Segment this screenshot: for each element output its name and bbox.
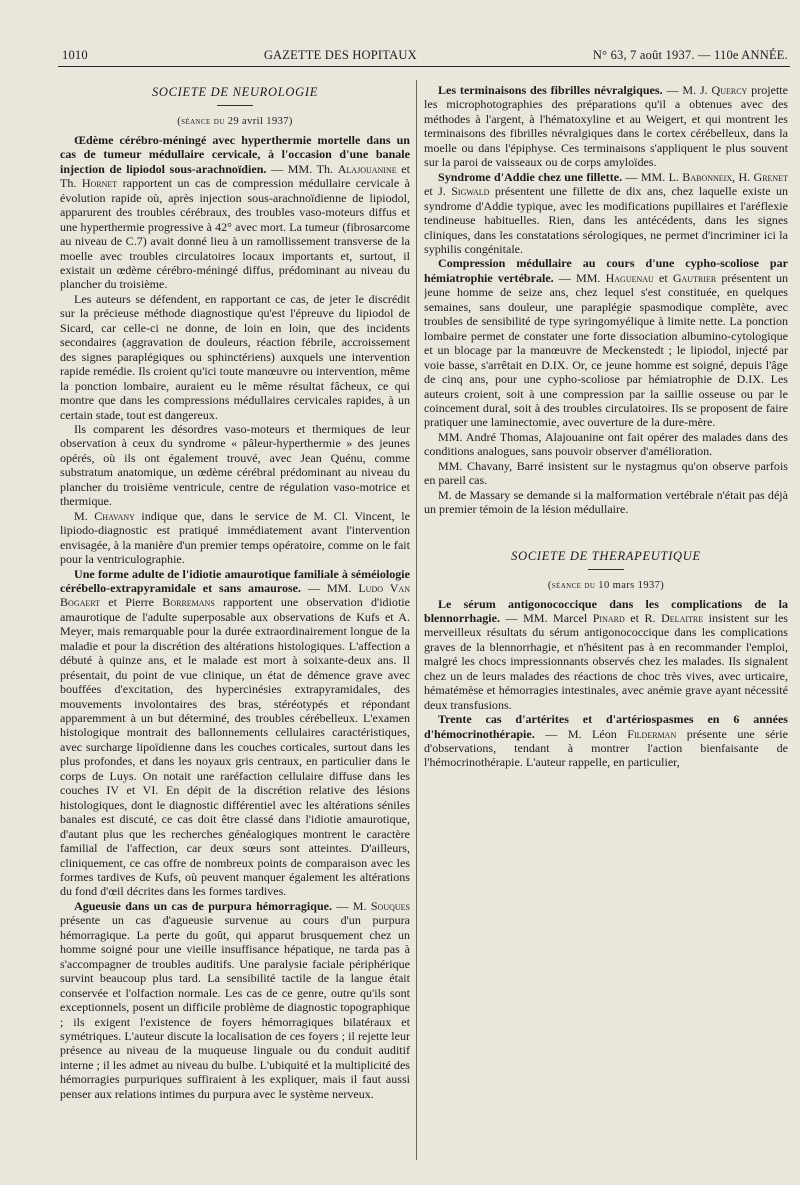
session-date: (séance du 10 mars 1937) — [547, 580, 665, 592]
section-rule — [588, 569, 624, 570]
section-title-neurologie: SOCIETE DE NEUROLOGIE — [151, 85, 319, 99]
author-name: Pinard — [592, 610, 625, 625]
right-column — [424, 83, 788, 1163]
session-date: (séance du 29 avril 1937) — [177, 116, 293, 128]
header-rule — [58, 66, 790, 67]
journal-name: GAZETTE DES HOPITAUX — [263, 48, 417, 62]
paragraph: MM. André Thomas, Alajouanine ont fait opérer des malades dans des conditions analogues, sans pouvoir observer d'amélioration. — [424, 429, 788, 459]
article-title: Le sérum antigonococcique dans les complications de la blennorrhagie. — [424, 596, 788, 625]
author-name: Alajouanine — [337, 161, 397, 176]
author-name: Sigwald — [451, 184, 490, 199]
author-name: Ludo Van Bogaert — [60, 580, 410, 610]
article-fibrilles: Les terminaisons des fibrilles névralgiques. — M. J. Quercy projette les microphotographies des préparations qu'il a obtenues avec des méthodes à l'argent, à l'hématoxyline et au Weigert, et qui montrent les terminaisons des fibrilles névralgiques dans le cortex cérébelleux, dans la moelle ou dans l'épiphyse. Ces terminaisons s'appliquent le plus souvent sur la paroi de vaisseaux ou de corps amyloïdes. — [424, 83, 788, 170]
article-oedeme: Œdème cérébro-méningé avec hyperthermie mortelle dans un cas de tumeur médullaire cervicale, à l'occasion d'une banale injection de lipiodol sous-arachnoïdien. — MM. Th. Alajouanine et Th. Hornet rapportent un cas de compression médullaire cervicale à évolution rapide où, après injection sous-arachnoïdienne de lipiodol, apparurent des troubles cérébraux, des troubles vaso-moteurs diffus et une hyperthermie progressive à 42° avec mort. La tumeur (fibrosarcome au niveau de C.7) avait donné lieu à un ramollissement transverse de la moelle avec troubles circulatoires locaux importants et, surtout, il existait un œdème cérébro-méningé diffus, prédominant au niveau du plancher du troisième. — [60, 132, 410, 292]
author-name: Quercy — [711, 83, 748, 97]
left-column — [60, 83, 410, 1163]
article-addie: Syndrome d'Addie chez une fillette. — MM. L. Babonneix, H. Grenet et J. Sigwald présentent une fillette de dix ans, chez laquelle existe un syndrome d'Addie typique, avec les modifications pupillaires et l'aréflexie tendineuse habituelles. Rien, dans les antécédents, dans les signes cliniques, dans les constatations sérologiques, ne permet d'incriminer ici la syphilis congénitale. — [424, 169, 788, 256]
author-name: Gautrier — [672, 270, 717, 285]
article-title: Trente cas d'artérites et d'artériospasmes en 6 années d'hémocrinothérapie. — [424, 712, 788, 741]
author-name: Filderman — [627, 726, 677, 741]
paragraph: Ils comparent les désordres vaso-moteurs et thermiques de leur observation à ceux du syndrome « pâleur-hyperthermie » des jeunes opérés, où ils ont également trouvé, avec Jean Quénu, comme substratum anatomique, un œdème cérébral prédominant au niveau du plancher du troisième ventricule, centre de régulation vaso-motrice et thermique. — [60, 421, 410, 509]
author-name: Hornet — [81, 176, 118, 191]
section-spacer — [424, 517, 788, 547]
paragraph: M. Chavany indique que, dans le service de M. Cl. Vincent, le lipiodo-diagnostic est pratiqué immédiatement avant l'intervention envisagée, à la manière d'un premier temps opératoire, comme on le fait pour la ventriculographie. — [60, 508, 410, 567]
running-header — [62, 48, 788, 63]
page-number: 1010 — [62, 48, 88, 62]
author-name: Babonneix — [682, 169, 733, 184]
column-separator — [416, 80, 417, 1160]
article-agueusie: Agueusie dans un cas de purpura hémorragique. — M. Souques présente un cas d'agueusie survenue au cours d'un purpura hémorragique. La perte du goût, qui apparut brusquement chez un homme soigné pour une vieille insuffisance hépatique, ne tarda pas à s'accompagner de troubles auditifs. Une paralysie faciale périphérique survint beaucoup plus tard. La sensibilité tactile de la langue était conservée et l'olfaction normale. Les cas de ce genre, outre qu'ils sont exceptionnels, posent un difficile problème de diagnostic topographique ; ils exigent l'existence de foyers hémorragiques bilatéraux et symétriques. L'auteur discute la localisation de ces foyers ; il rejette leur présence au niveau de la muqueuse linguale ou du conduit auditif interne ; il les admet au niveau du bulbe. L'ubiquité et la multiplicité des hémorragies purpuriques suffiraient à les expliquer, mais il faut aussi penser aux relations intimes du purpura avec le système nerveux. — [60, 898, 410, 1101]
author-name: Borremans — [162, 595, 215, 610]
article-title: Agueusie dans un cas de purpura hémorragique. — [74, 898, 333, 913]
author-name: Souques — [370, 898, 410, 913]
section-title-therapeutique: SOCIETE DE THERAPEUTIQUE — [511, 548, 701, 563]
article-title: Œdème cérébro-méningé avec hyperthermie mortelle dans un cas de tumeur médullaire cervicale, à l'occasion d'une banale injection de lipiodol sous-arachnoïdien. — [60, 132, 410, 176]
article-title: Syndrome d'Addie chez une fillette. — [438, 169, 623, 184]
author-name: Haguenau — [605, 270, 654, 285]
article-arterites: Trente cas d'artérites et d'artériospasmes en 6 années d'hémocrinothérapie. — M. Léon Filderman présente une série d'observations, tendant à montrer l'action bienfaisante de l'hémocrinothérapie. L'auteur rappelle, en particulier, — [424, 712, 788, 770]
article-title: Les terminaisons des fibrilles névralgiques. — [438, 83, 663, 97]
article-idiotie: Une forme adulte de l'idiotie amaurotique familiale à séméiologie cérébello-extrapyramidale et sans amaurose. — MM. Ludo Van Bogaert et Pierre Borremans rapportent une observation d'idiotie amaurotique de l'adulte superposable aux observations de Kufs et A. Meyer, mais remarquable pour la durée extraordinairement longue de la maladie et pour la discrétion des altérations histologiques. L'affection a débuté à quinze ans, et le malade est mort à soixante-deux ans. Il présentait, du point de vue clinique, un état de démence grave avec bouffées d'excitation, des hypercinésies extrapyramidales, des mouvements involontaires des bras, stéréotypés et répondant apparemment à un but déterminé, des troubles cérébelleux. L'examen histologique montrait des ballonnements cellulaires caractéristiques, avec surcharge lipoïdienne dans les couches corticales, surtout dans les plus profondes, et dans les noyaux gris centraux, en particulier dans le corps de Luys. On notait une raréfaction cellulaire diffuse dans les couches IV et VI. En dépit de la discrétion relative des lésions histologiques, dont le diagnostic différentiel avec les altérations séniles banales est discuté, ce cas doit être classé dans l'idiotie amaurotique, d'autant plus que les recherches généalogiques montrent le caractère familial de l'affection, car deux sœurs sont atteintes. D'ailleurs, cliniquement, ce cas offre de nombreux points de comparaison avec les formes tardives de Kufs, où peuvent manquer également les altérations du fond d'œil décrites dans les formes tardives. — [60, 566, 410, 899]
article-title: Une forme adulte de l'idiotie amaurotique familiale à séméiologie cérébello-extrapyramidale et sans amaurose. — [60, 566, 410, 595]
article-serum: Le sérum antigonococcique dans les complications de la blennorrhagie. — MM. Marcel Pinard et R. Delaitre insistent sur les merveilleux résultats du sérum antigonococcique dans les complications graves de la blennorrhagie, et n'hésitent pas à en recommander l'emploi, malgré les chocs impressionnants observés chez les malades. Ils signalent chez un de leurs malades des réactions de choc très vives, avec urticaire, hématémèse et hémorragies intestinales, avec anémie grave ayant nécessité deux transfusions. — [424, 596, 788, 712]
article-title: Compression médullaire au cours d'une cypho-scoliose par hémiatrophie vertébrale. — [424, 256, 788, 285]
author-name: Chavany — [94, 508, 135, 523]
paragraph: Les auteurs se défendent, en rapportant ce cas, de jeter le discrédit sur la précieuse méthode diagnostique qu'est l'épreuve du lipiodol de Sicard, car celle-ci ne donne, de loin en loin, que des incidents secondaires (aggravation de douleurs, réaction fébrile, accroissement des signes paraplégiques ou sphinctériens) auxquels une intervention rapide remédie. Ils croient qu'ici toute manœuvre ou intervention, même la ponction lombaire, auraient eu le même résultat fâcheux, ce qui montre que dans les compressions médullaires cervicales rapides, à un certain stade, tout est dangereux. — [60, 291, 410, 422]
article-compression: Compression médullaire au cours d'une cypho-scoliose par hémiatrophie vertébrale. — MM. Haguenau et Gautrier présentent un jeune homme de seize ans, chez lequel s'est constituée, en quelques semaines, sans douleur, une paraplégie spasmodique complète, avec troubles de sensibilité de type syringomyélique à limite nette. La ponction lombaire permet de constater une forte dissociation albumino-cytologique et un blocage par la manœuvre de Meckenstedt ; le lipiodol, injecté par voie basse, s'arrêtait en D.IX. Or, ce jeune homme est soigné, depuis l'âge de cinq ans, pour une cypho-scoliose par hémiatrophie de D.IX. Les auteurs croient, soit à une compression par la saillie osseuse ou par le coincement dural, soit à des troubles circulatoires. Ils se proposent de faire pratiquer une laminectomie, avec ouverture de la dure-mère. — [424, 256, 788, 430]
issue-info: N° 63, 7 août 1937. — 110e ANNÉE. — [592, 48, 788, 62]
author-name: Grenet — [753, 169, 788, 184]
section-rule — [217, 105, 253, 106]
author-name: Delaitre — [661, 610, 704, 625]
paragraph: M. de Massary se demande si la malformation vertébrale n'était pas déjà un premier témoin de la lésion médullaire. — [424, 487, 788, 517]
paragraph: MM. Chavany, Barré insistent sur le nystagmus qu'on observe parfois en pareil cas. — [424, 458, 788, 488]
